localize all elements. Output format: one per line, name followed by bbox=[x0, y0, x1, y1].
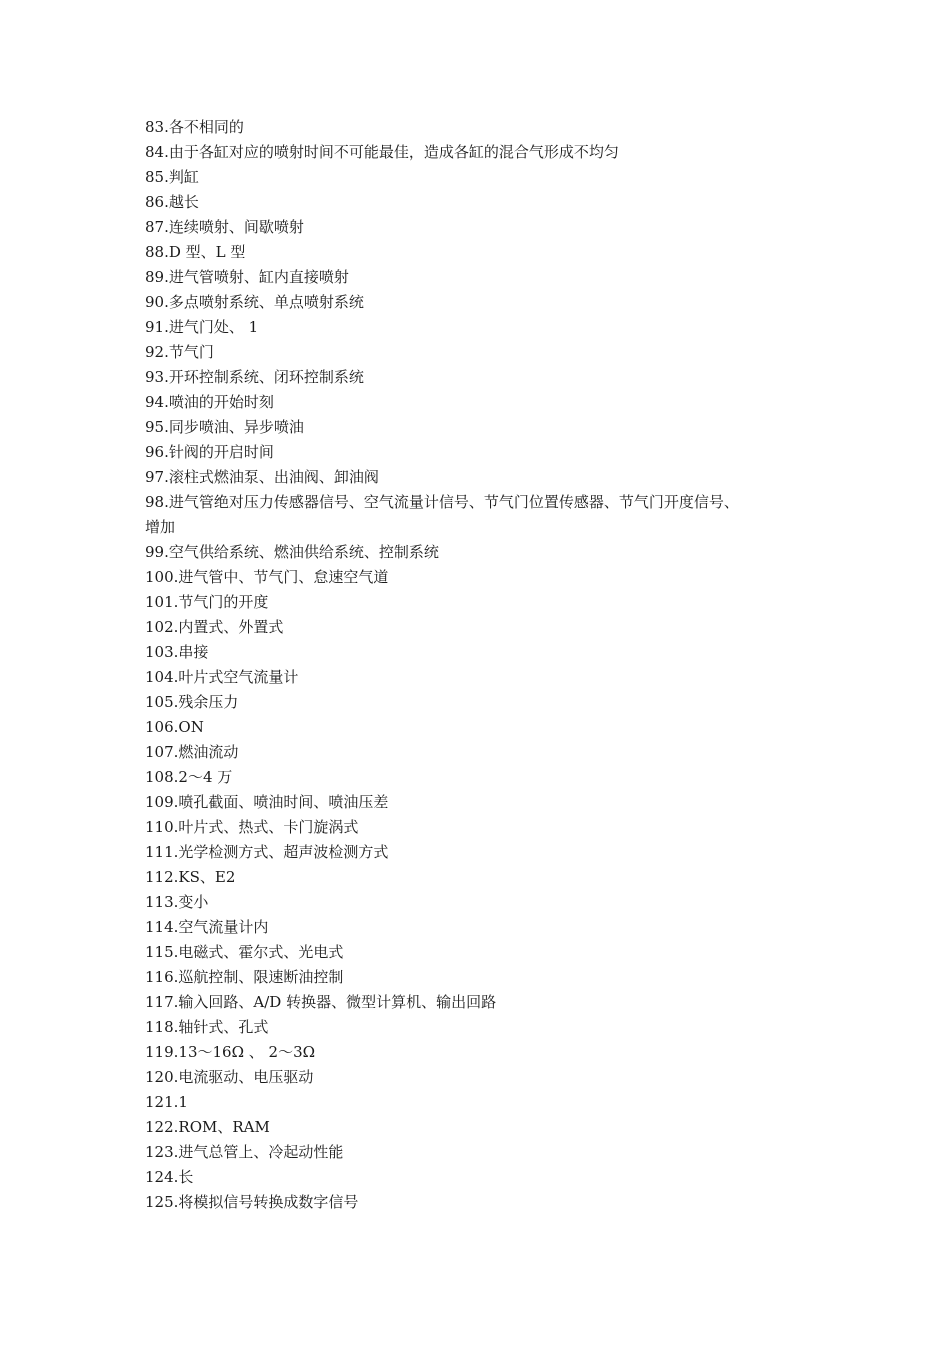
answer-100: 100.进气管中、节气门、怠速空气道 bbox=[145, 568, 389, 586]
answer-108: 108.2～4 万 bbox=[145, 768, 233, 786]
answer-118: 118.轴针式、孔式 bbox=[145, 1018, 269, 1036]
answer-88: 88.D 型、L 型 bbox=[145, 243, 246, 261]
answer-98-continuation: 增加 bbox=[145, 518, 176, 536]
answer-87: 87.连续喷射、间歇喷射 bbox=[145, 218, 304, 236]
answer-95: 95.同步喷油、异步喷油 bbox=[145, 418, 304, 436]
answer-106: 106.ON bbox=[145, 718, 204, 736]
answer-110: 110.叶片式、热式、卡门旋涡式 bbox=[145, 818, 359, 836]
answer-99: 99.空气供给系统、燃油供给系统、控制系统 bbox=[145, 543, 439, 561]
answer-107: 107.燃油流动 bbox=[145, 743, 239, 761]
answer-list bbox=[145, 115, 825, 1215]
answer-124: 124.长 bbox=[145, 1168, 194, 1186]
answer-121: 121.1 bbox=[145, 1093, 188, 1111]
answer-85: 85.判缸 bbox=[145, 168, 199, 186]
answer-98: 98.进气管绝对压力传感器信号、空气流量计信号、节气门位置传感器、节气门开度信号、 bbox=[145, 493, 739, 511]
answer-94: 94.喷油的开始时刻 bbox=[145, 393, 274, 411]
answer-96: 96.针阀的开启时间 bbox=[145, 443, 274, 461]
answer-104: 104.叶片式空气流量计 bbox=[145, 668, 299, 686]
answer-93: 93.开环控制系统、闭环控制系统 bbox=[145, 368, 364, 386]
answer-113: 113.变小 bbox=[145, 893, 209, 911]
answer-86: 86.越长 bbox=[145, 193, 199, 211]
answer-120: 120.电流驱动、电压驱动 bbox=[145, 1068, 314, 1086]
answer-84: 84.由于各缸对应的喷射时间不可能最佳，造成各缸的混合气形成不均匀 bbox=[145, 143, 619, 161]
answer-97: 97.滚柱式燃油泵、出油阀、卸油阀 bbox=[145, 468, 379, 486]
answer-112: 112.KS、E2 bbox=[145, 868, 236, 886]
answer-119: 119.13～16Ω 、 2～3Ω bbox=[145, 1043, 316, 1061]
answer-92: 92.节气门 bbox=[145, 343, 214, 361]
answer-114: 114.空气流量计内 bbox=[145, 918, 269, 936]
answer-89: 89.进气管喷射、缸内直接喷射 bbox=[145, 268, 349, 286]
answer-91: 91.进气门处、 1 bbox=[145, 318, 259, 336]
answer-111: 111.光学检测方式、超声波检测方式 bbox=[145, 843, 389, 861]
answer-123: 123.进气总管上、冷起动性能 bbox=[145, 1143, 344, 1161]
answer-115: 115.电磁式、霍尔式、光电式 bbox=[145, 943, 344, 961]
answer-109: 109.喷孔截面、喷油时间、喷油压差 bbox=[145, 793, 389, 811]
answer-117: 117.输入回路、A/D 转换器、微型计算机、输出回路 bbox=[145, 993, 497, 1011]
answer-90: 90.多点喷射系统、单点喷射系统 bbox=[145, 293, 364, 311]
answer-105: 105.残余压力 bbox=[145, 693, 239, 711]
answer-122: 122.ROM、RAM bbox=[145, 1118, 270, 1136]
answer-102: 102.内置式、外置式 bbox=[145, 618, 284, 636]
answer-116: 116.巡航控制、限速断油控制 bbox=[145, 968, 344, 986]
answer-83: 83.各不相同的 bbox=[145, 118, 244, 136]
answer-125: 125.将模拟信号转换成数字信号 bbox=[145, 1193, 359, 1211]
answer-101: 101.节气门的开度 bbox=[145, 593, 269, 611]
answer-103: 103.串接 bbox=[145, 643, 209, 661]
